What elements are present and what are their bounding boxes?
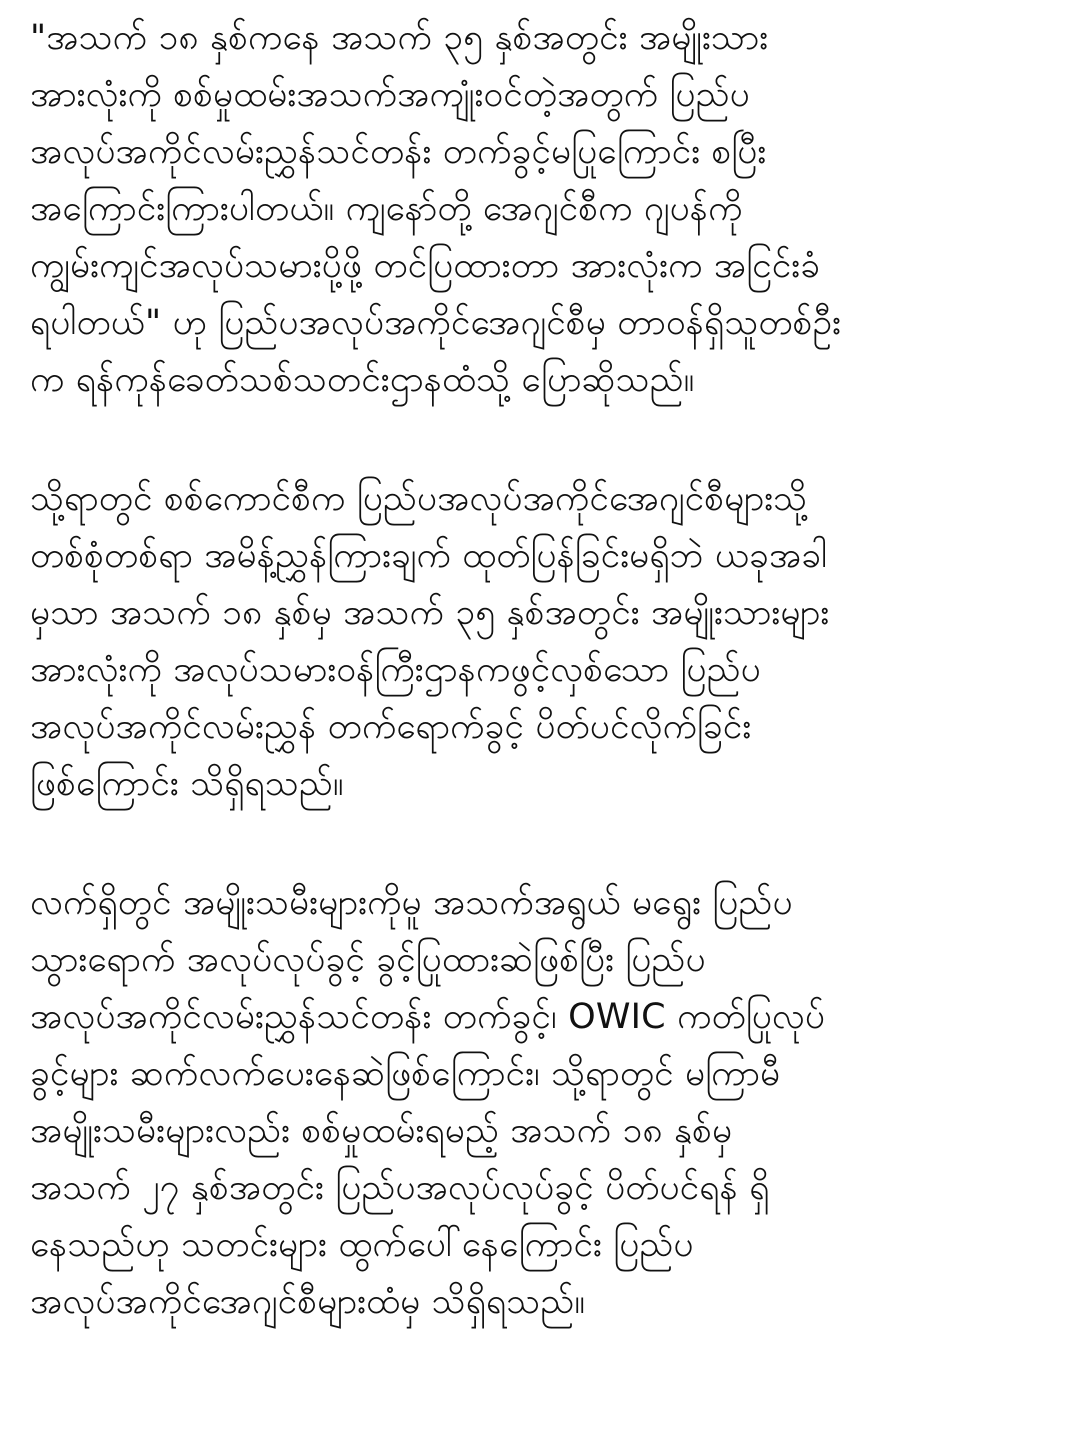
text-line: လက်ရှိတွင် အမျိုးသမီးများကိုမူ အသက်အရွယ် မရွေး ပြည်ပ bbox=[30, 883, 793, 923]
text-line: အလုပ်အကိုင်လမ်းညွှန်သင်တန်း တက်ခွင့်၊ OWIC ကတ်ပြုလုပ် bbox=[30, 997, 826, 1037]
text-line: "အသက် ၁၈ နှစ်ကနေ အသက် ၃၅ နှစ်အတွင်း အမျိုးသား bbox=[30, 18, 769, 58]
text-line: အားလုံးကို အလုပ်သမားဝန်ကြီးဌာနကဖွင့်လှစ်သော ပြည်ပ bbox=[30, 650, 761, 690]
text-line: အလုပ်အကိုင်လမ်းညွှန် တက်ရောက်ခွင့် ပိတ်ပင်လိုက်ခြင်း bbox=[30, 707, 752, 747]
text-line: ဖြစ်ကြောင်း သိရှိရသည်။ bbox=[30, 764, 344, 804]
text-line: အလုပ်အကိုင်အေဂျင်စီများထံမှ သိရှိရသည်။ bbox=[30, 1282, 586, 1322]
text-line: အမျိုးသမီးများလည်း စစ်မှုထမ်းရမည့် အသက် ၁၈ နှစ်မှ bbox=[30, 1111, 733, 1151]
text-line: နေသည်ဟု သတင်းများ ထွက်ပေါ်နေကြောင်း ပြည်ပ bbox=[30, 1225, 694, 1265]
text-line: က ရန်ကုန်ခေတ်သစ်သတင်းဌာနထံသို့ ပြောဆိုသည်။ bbox=[30, 360, 695, 400]
text-line: ရပါတယ်" ဟု ပြည်ပအလုပ်အကိုင်အေဂျင်စီမှ တာဝန်ရှိသူတစ်ဦး bbox=[30, 303, 842, 343]
text-line: အကြောင်းကြားပါတယ်။ ကျနော်တို့ အေဂျင်စီက ဂျပန်ကို bbox=[30, 189, 743, 229]
text-line: ကျွမ်းကျင်အလုပ်သမားပို့ဖို့ တင်ပြထားတာ အားလုံးက အငြင်းခံ bbox=[30, 246, 821, 286]
text-line: သို့ရာတွင် စစ်ကောင်စီက ပြည်ပအလုပ်အကိုင်အေဂျင်စီများသို့ bbox=[30, 479, 808, 519]
text-line: တစ်စုံတစ်ရာ အမိန့်ညွှန်ကြားချက် ထုတ်ပြန်ခြင်းမရှိဘဲ ယခုအခါ bbox=[30, 536, 828, 576]
text-line: မှသာ အသက် ၁၈ နှစ်မှ အသက် ၃၅ နှစ်အတွင်း အမျိုးသားများ bbox=[30, 593, 830, 633]
text-line: အားလုံးကို စစ်မှုထမ်းအသက်အကျုံးဝင်တဲ့အတွက် ပြည်ပ bbox=[30, 75, 750, 115]
text-line: သွားရောက် အလုပ်လုပ်ခွင့် ခွင့်ပြုထားဆဲဖြစ်ပြီး ပြည်ပ bbox=[30, 940, 706, 980]
text-line: ခွင့်များ ဆက်လက်ပေးနေဆဲဖြစ်ကြောင်း၊ သို့ရာတွင် မကြာမီ bbox=[30, 1054, 781, 1094]
text-line: အသက် ၂၇ နှစ်အတွင်း ပြည်ပအလုပ်လုပ်ခွင့် ပိတ်ပင်ရန် ရှိ bbox=[30, 1168, 770, 1208]
paragraph-3 bbox=[30, 875, 1060, 1331]
article-body bbox=[30, 10, 1060, 1393]
text-line: အလုပ်အကိုင်လမ်းညွှန်သင်တန်း တက်ခွင့်မပြုကြောင်း စပြီး bbox=[30, 132, 767, 172]
paragraph-1 bbox=[30, 10, 1060, 409]
paragraph-2 bbox=[30, 471, 1060, 813]
